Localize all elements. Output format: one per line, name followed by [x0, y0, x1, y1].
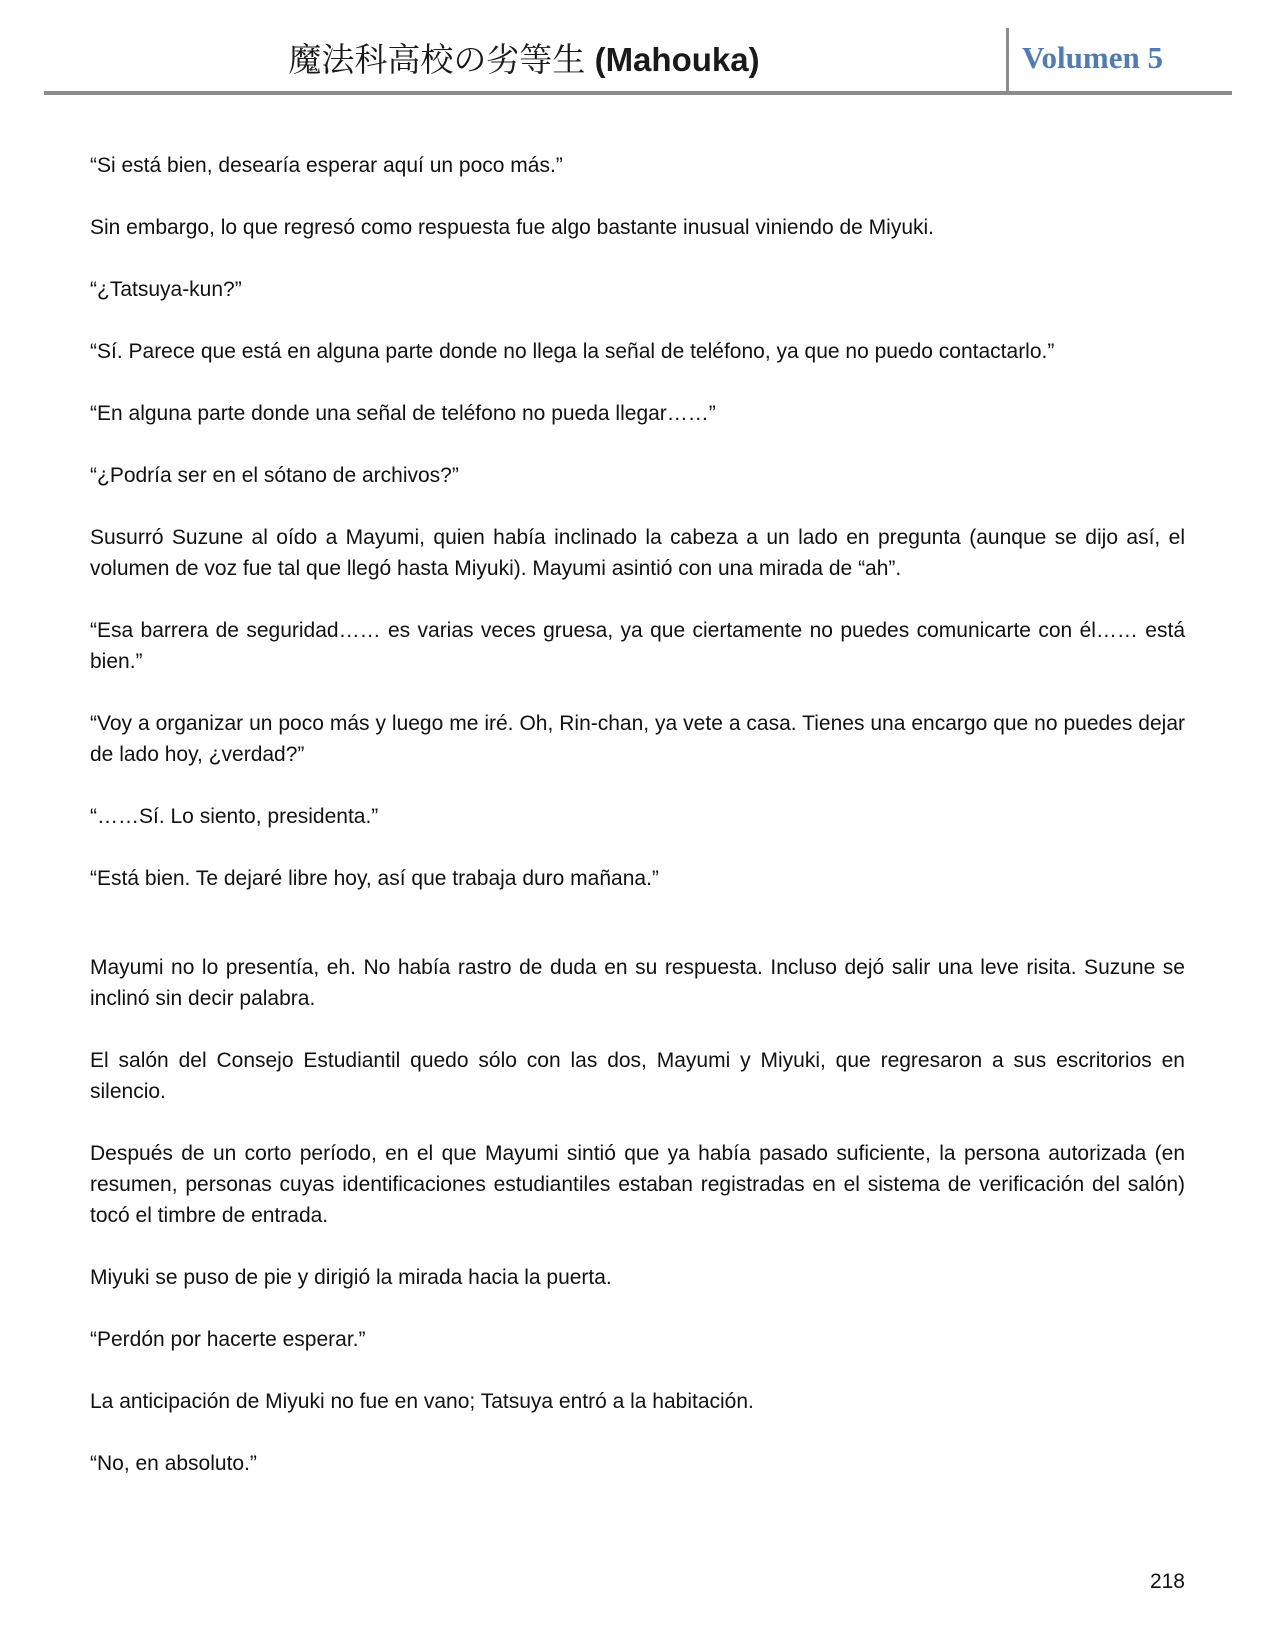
- paragraph: El salón del Consejo Estudiantil quedo sólo con las dos, Mayumi y Miyuki, que regresaron a sus escritorios en silencio.: [90, 1049, 1185, 1103]
- book-title: [44, 40, 1004, 80]
- paragraph: “Perdón por hacerte esperar.”: [90, 1328, 366, 1351]
- paragraph: “¿Podría ser en el sótano de archivos?”: [90, 464, 459, 487]
- volume-label: Volumen 5: [1022, 40, 1163, 75]
- paragraph: “……Sí. Lo siento, presidenta.”: [90, 805, 379, 828]
- page-header: [44, 28, 1232, 94]
- paragraph: “Voy a organizar un poco más y luego me iré. Oh, Rin-chan, ya vete a casa. Tienes una encargo que no puedes dejar de lado hoy, ¿verdad?”: [90, 712, 1185, 766]
- book-title-latin: (Mahouka): [594, 41, 760, 78]
- paragraph: Después de un corto período, en el que Mayumi sintió que ya había pasado suficiente, la persona autorizada (en resumen, personas cuyas identificaciones estudiantiles estaban registradas en el sistema de verificación del salón) tocó el timbre de entrada.: [90, 1142, 1185, 1227]
- page-body: [90, 150, 1185, 1510]
- paragraph: “Si está bien, desearía esperar aquí un poco más.”: [90, 154, 563, 177]
- paragraph: Susurró Suzune al oído a Mayumi, quien había inclinado la cabeza a un lado en pregunta (aunque se dijo así, el volumen de voz fue tal que llegó hasta Miyuki). Mayumi asintió con una mirada de “ah”.: [90, 526, 1185, 580]
- paragraph: “¿Tatsuya-kun?”: [90, 278, 242, 301]
- book-title-jp: 魔法科高校の劣等生: [288, 41, 586, 78]
- page-number: 218: [1149, 1570, 1185, 1593]
- paragraph: Miyuki se puso de pie y dirigió la mirada hacia la puerta.: [90, 1266, 612, 1289]
- header-rule: [44, 91, 1232, 95]
- header-divider: [1006, 28, 1009, 92]
- paragraph: “Esa barrera de seguridad…… es varias veces gruesa, ya que ciertamente no puedes comunicarte con él…… está bien.”: [90, 619, 1185, 673]
- paragraph: “En alguna parte donde una señal de teléfono no pueda llegar……”: [90, 402, 716, 425]
- paragraph: Mayumi no lo presentía, eh. No había rastro de duda en su respuesta. Incluso dejó salir una leve risita. Suzune se inclinó sin decir palabra.: [90, 956, 1185, 1010]
- paragraph: “No, en absoluto.”: [90, 1452, 257, 1475]
- paragraph: “Está bien. Te dejaré libre hoy, así que trabaja duro mañana.”: [90, 867, 659, 890]
- paragraph: Sin embargo, lo que regresó como respuesta fue algo bastante inusual viniendo de Miyuki.: [90, 216, 935, 239]
- paragraph: “Sí. Parece que está en alguna parte donde no llega la señal de teléfono, ya que no puedo contactarlo.”: [90, 340, 1055, 363]
- paragraph: La anticipación de Miyuki no fue en vano; Tatsuya entró a la habitación.: [90, 1390, 754, 1413]
